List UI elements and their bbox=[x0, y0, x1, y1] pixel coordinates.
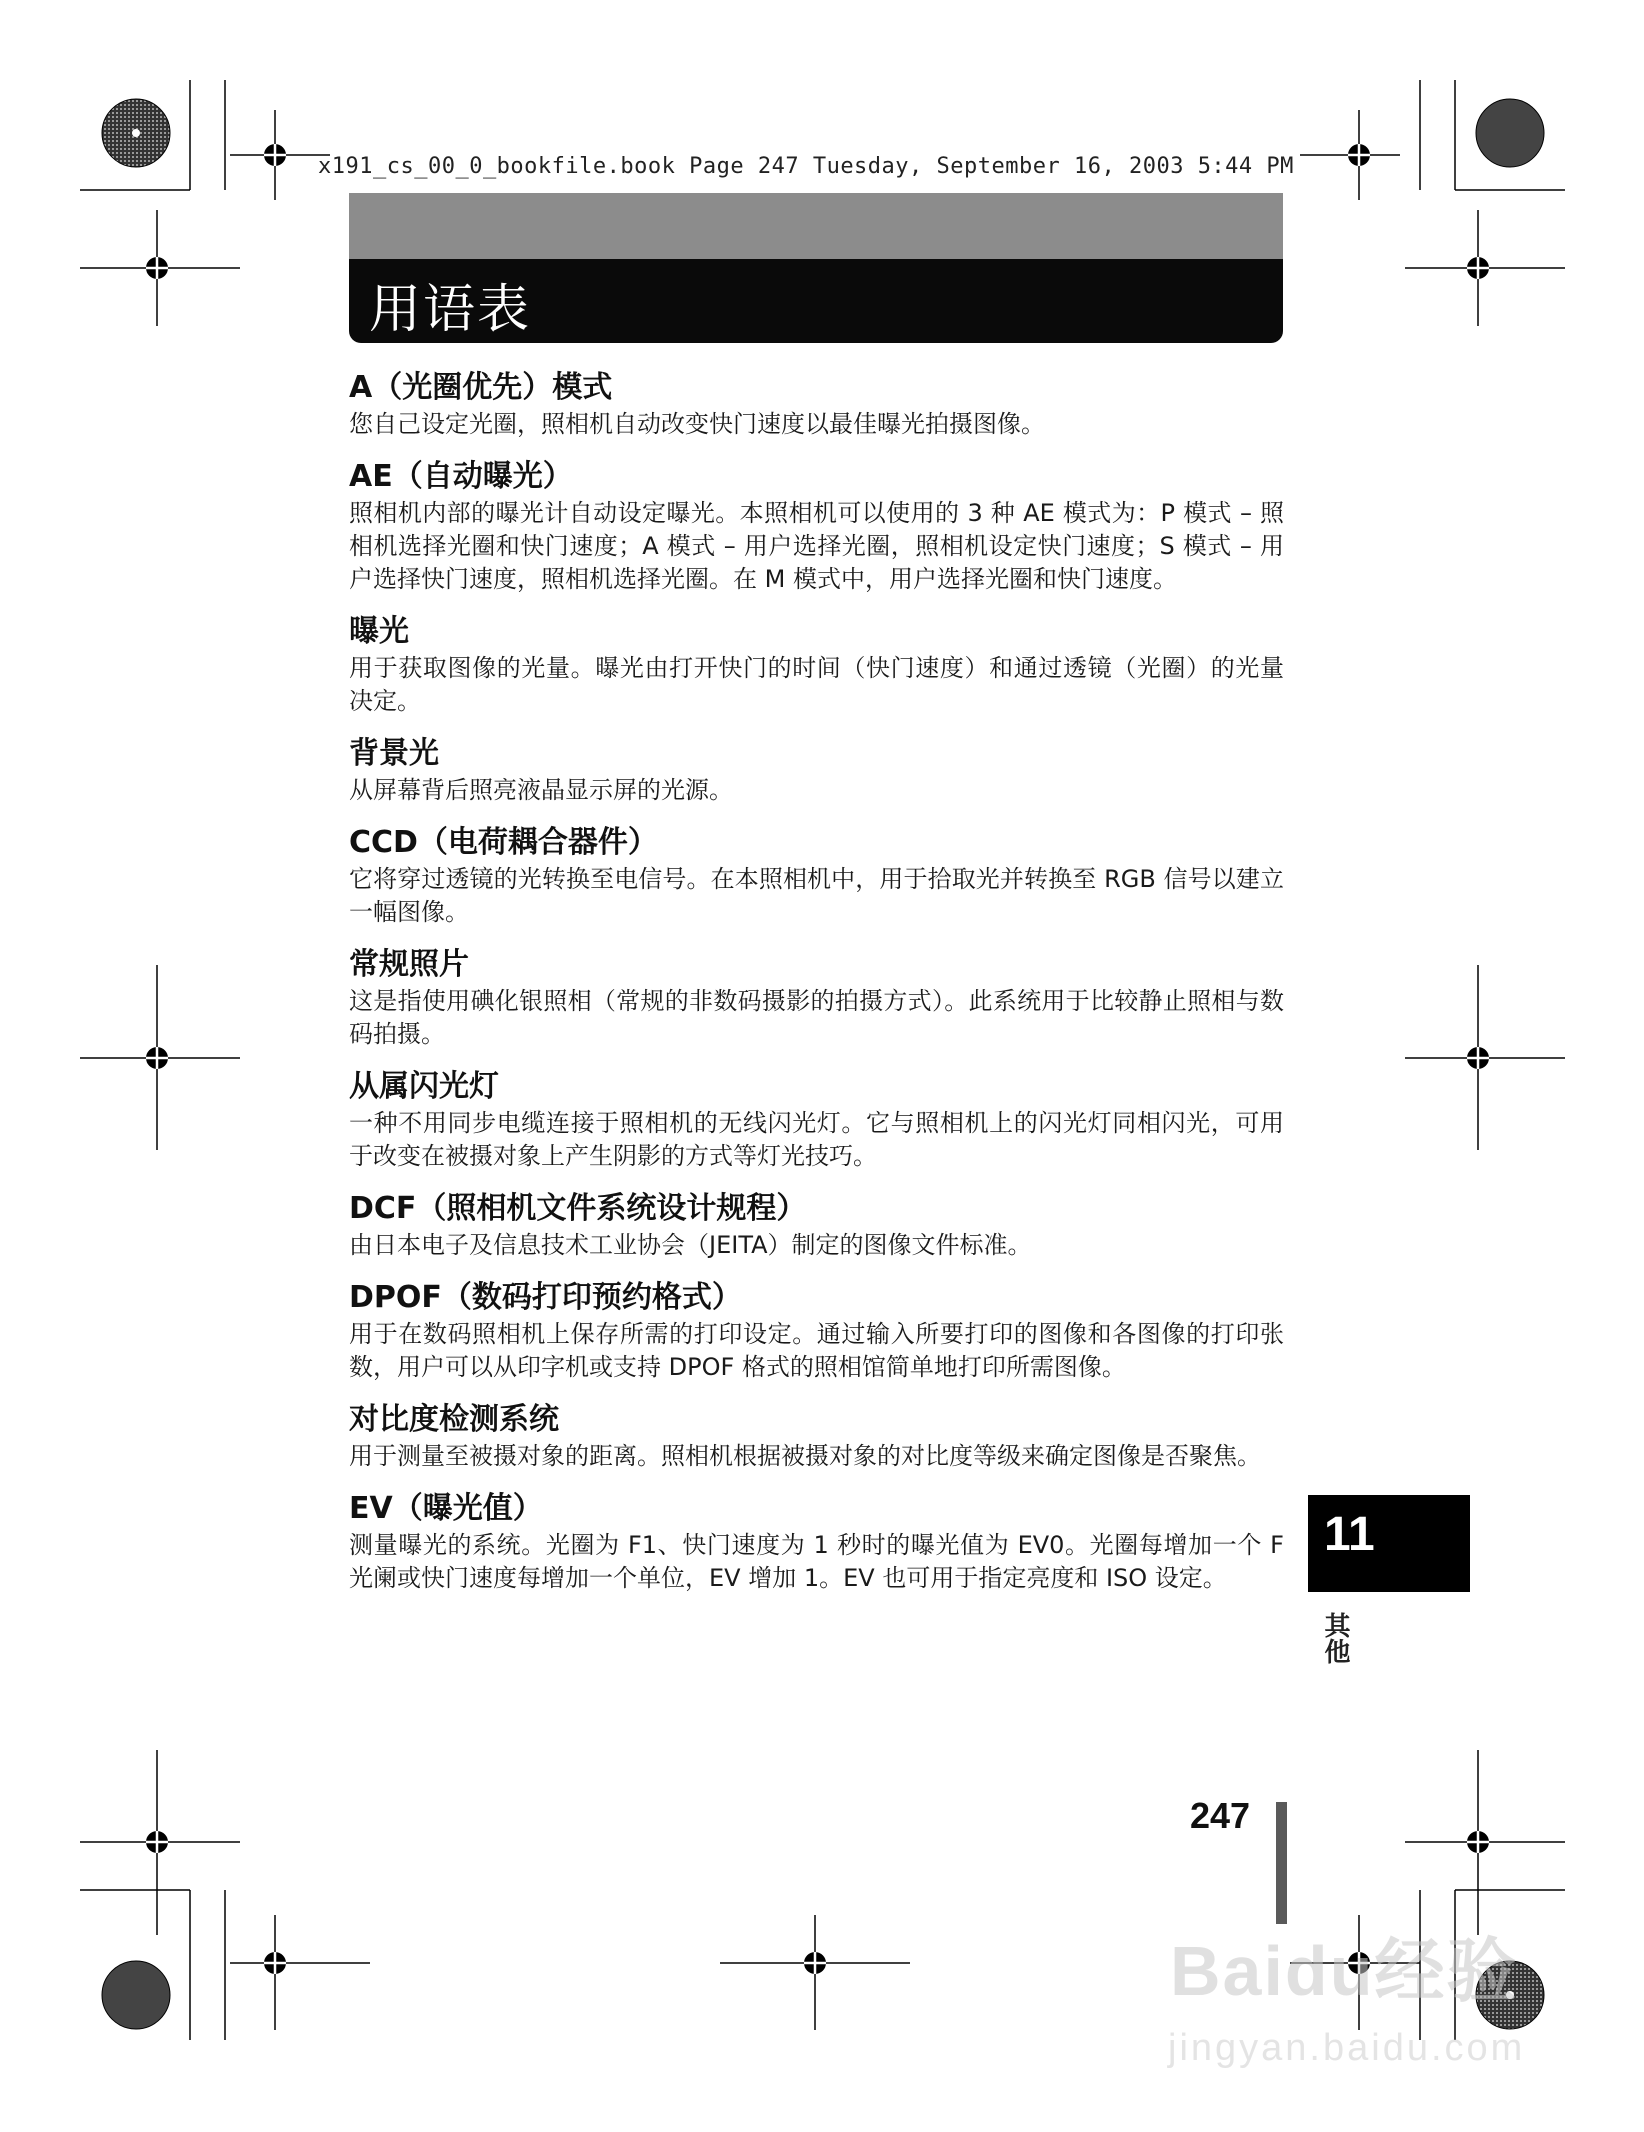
glossary-definition: 您自己设定光圈，照相机自动改变快门速度以最佳曝光拍摄图像。 bbox=[349, 410, 1045, 438]
glossary-entry bbox=[349, 1189, 1284, 1262]
glossary-definition: 用于在数码照相机上保存所需的打印设定。通过输入所要打印的图像和各图像的打印张数，用户可以从印字机或支持 DPOF 格式的照相馆简单地打印所需图像。 bbox=[349, 1320, 1284, 1381]
glossary-term: AE（自动曝光） bbox=[349, 459, 573, 494]
glossary-term: 对比度检测系统 bbox=[349, 1402, 559, 1437]
page-number-bar bbox=[1276, 1802, 1287, 1924]
glossary-definition: 从屏幕背后照亮液晶显示屏的光源。 bbox=[349, 776, 733, 804]
glossary-entry bbox=[349, 1278, 1284, 1384]
watermark-url: jingyan.baidu.com bbox=[1168, 2027, 1526, 2069]
glossary-entry bbox=[349, 823, 1284, 929]
glossary-term: DPOF（数码打印预约格式） bbox=[349, 1280, 742, 1315]
glossary-definition: 由日本电子及信息技术工业协会（JEITA）制定的图像文件标准。 bbox=[349, 1231, 1032, 1259]
glossary-entry bbox=[349, 945, 1284, 1051]
glossary-definition: 它将穿过透镜的光转换至电信号。在本照相机中，用于拾取光并转换至 RGB 信号以建立一幅图像。 bbox=[349, 865, 1284, 926]
glossary-term: 常规照片 bbox=[349, 947, 469, 982]
glossary-list bbox=[349, 368, 1284, 1611]
header-gray-band bbox=[349, 193, 1283, 259]
glossary-definition: 用于测量至被摄对象的距离。照相机根据被摄对象的对比度等级来确定图像是否聚焦。 bbox=[349, 1442, 1261, 1470]
page-number: 247 bbox=[1190, 1795, 1251, 1836]
header-title-bar bbox=[349, 259, 1283, 343]
glossary-term: CCD（电荷耦合器件） bbox=[349, 825, 658, 860]
glossary-term: 背景光 bbox=[349, 736, 439, 771]
glossary-term: A（光圈优先）模式 bbox=[349, 370, 613, 405]
glossary-definition: 一种不用同步电缆连接于照相机的无线闪光灯。它与照相机上的闪光灯同相闪光，可用于改变在被摄对象上产生阴影的方式等灯光技巧。 bbox=[349, 1109, 1284, 1170]
glossary-entry bbox=[349, 457, 1284, 596]
book-file-line: x191_cs_00_0_bookfile.book Page 247 Tuesday, September 16, 2003 5:44 PM bbox=[318, 154, 1294, 179]
glossary-term: DCF（照相机文件系统设计规程） bbox=[349, 1191, 807, 1226]
chapter-tab bbox=[1308, 1495, 1470, 1592]
glossary-definition: 用于获取图像的光量。曝光由打开快门的时间（快门速度）和通过透镜（光圈）的光量决定。 bbox=[349, 654, 1284, 715]
page-title: 用语表 bbox=[369, 280, 532, 340]
glossary-term: 从属闪光灯 bbox=[349, 1069, 499, 1104]
glossary-entry bbox=[349, 612, 1284, 718]
glossary-entry bbox=[349, 1489, 1284, 1595]
glossary-entry bbox=[349, 1400, 1284, 1473]
glossary-definition: 这是指使用碘化银照相（常规的非数码摄影的拍摄方式）。此系统用于比较静止照相与数码拍摄。 bbox=[349, 987, 1284, 1048]
watermark bbox=[1160, 1915, 1630, 2115]
watermark-brand: Baidu经验 bbox=[1170, 1932, 1519, 2010]
glossary-definition: 测量曝光的系统。光圈为 F1、快门速度为 1 秒时的曝光值为 EV0。光圈每增加一个 F 光阑或快门速度每增加一个单位，EV 增加 1。EV 也可用于指定亮度和 ISO 设定。 bbox=[349, 1531, 1284, 1592]
glossary-entry bbox=[349, 368, 1284, 441]
glossary-term: 曝光 bbox=[349, 614, 409, 649]
glossary-entry bbox=[349, 734, 1284, 807]
glossary-term: EV（曝光值） bbox=[349, 1491, 543, 1526]
glossary-definition: 照相机内部的曝光计自动设定曝光。本照相机可以使用的 3 种 AE 模式为：P 模式 – 照相机选择光圈和快门速度；A 模式 – 用户选择光圈，照相机设定快门速度；S 模式 – 用户选择快门速度，照相机选择光圈。在 M 模式中，用户选择光圈和快门速度。 bbox=[349, 499, 1284, 593]
glossary-entry bbox=[349, 1067, 1284, 1173]
chapter-label: 其他 bbox=[1320, 1612, 1350, 1664]
chapter-number: 11 bbox=[1324, 1508, 1375, 1561]
